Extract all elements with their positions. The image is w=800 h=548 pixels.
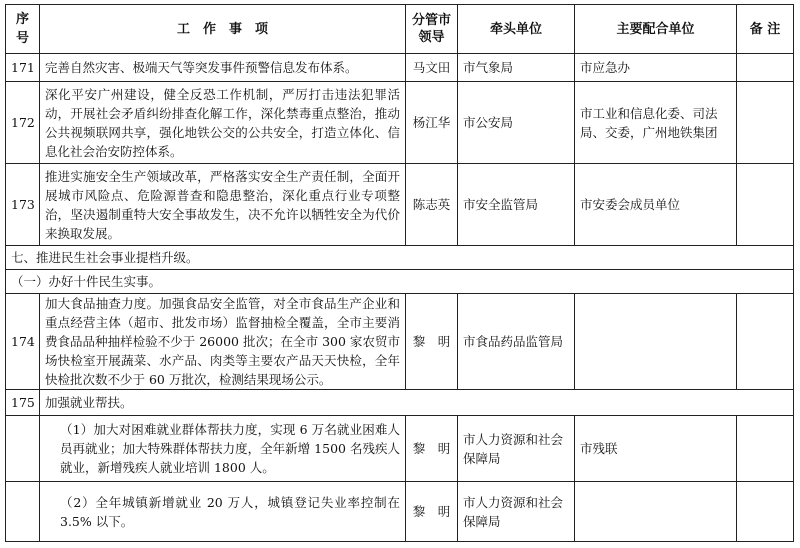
row-partners: 市残联 (575, 416, 737, 482)
header-leader: 分管市领导 (406, 5, 458, 54)
row-task: 完善自然灾害、极端天气等突发事件预警信息发布体系。 (40, 54, 406, 82)
row-remarks (737, 294, 794, 390)
subsection-heading: （一）办好十件民生实事。 (6, 270, 794, 294)
row-task: 推进实施安全生产领域改革，严格落实安全生产责任制，全面开展城市风险点、危险源普查和隐患整治，深化重点行业专项整治，坚决遏制重特大安全事故发生，决不允许以牺牲安全为代价来换取发展。 (40, 164, 406, 246)
row-num (6, 482, 40, 542)
row-lead-unit: 市公安局 (458, 82, 575, 164)
row-leader: 黎 明 (406, 294, 458, 390)
section-heading: 七、推进民生社会事业提档升级。 (6, 246, 794, 270)
row-leader: 黎 明 (406, 482, 458, 542)
row-leader: 马文田 (406, 54, 458, 82)
table-row (6, 164, 794, 246)
row-remarks (737, 54, 794, 82)
header-num: 序号 (6, 5, 40, 54)
row-partners: 市应急办 (575, 54, 737, 82)
header-partners: 主要配合单位 (575, 5, 737, 54)
work-tasks-table (5, 4, 794, 542)
header-remarks: 备 注 (737, 5, 794, 54)
row-task: 深化平安广州建设，健全反恐工作机制，严厉打击违法犯罪活动，开展社会矛盾纠纷排查化解工作，深化禁毒重点整治，推动公共视频联网共享，强化地铁公交的公共安全，打造立体化、信息化社会治安防控体系。 (40, 82, 406, 164)
header-lead-unit: 牵头单位 (458, 5, 575, 54)
row-partners: 市安委会成员单位 (575, 164, 737, 246)
row-leader: 黎 明 (406, 416, 458, 482)
section-heading-row (6, 246, 794, 270)
row-lead-unit: 市人力资源和社会保障局 (458, 416, 575, 482)
subsection-heading-row (6, 270, 794, 294)
row-num: 175 (6, 390, 40, 416)
row-task: 加强就业帮扶。 (40, 390, 794, 416)
row-lead-unit: 市气象局 (458, 54, 575, 82)
row-task: （2）全年城镇新增就业 20 万人，城镇登记失业率控制在 3.5% 以下。 (40, 482, 406, 542)
row-num: 172 (6, 82, 40, 164)
row-remarks (737, 82, 794, 164)
row-lead-unit: 市食品药品监管局 (458, 294, 575, 390)
table-row (6, 482, 794, 542)
row-partners (575, 294, 737, 390)
table-row (6, 390, 794, 416)
row-num (6, 416, 40, 482)
row-leader: 陈志英 (406, 164, 458, 246)
row-leader: 杨江华 (406, 82, 458, 164)
row-lead-unit: 市人力资源和社会保障局 (458, 482, 575, 542)
row-remarks (737, 482, 794, 542)
row-remarks (737, 164, 794, 246)
header-row (6, 5, 794, 54)
table-row (6, 54, 794, 82)
header-task: 工 作 事 项 (40, 5, 406, 54)
row-task: 加大食品抽查力度。加强食品安全监管，对全市食品生产企业和重点经营主体（超市、批发市场）监督抽检全覆盖，全市主要消费食品品种抽样检验不少于 26000 批次；在全市 300 家农贸市场快检室开展蔬菜、水产品、肉类等主要农产品天天快检，全年快检批次数不少于 60 万批次，检测结果现场公示。 (40, 294, 406, 390)
row-partners: 市工业和信息化委、司法局、交委，广州地铁集团 (575, 82, 737, 164)
row-task: （1）加大对困难就业群体帮扶力度，实现 6 万名就业困难人员再就业；加大特殊群体帮扶力度，全年新增 1500 名残疾人就业，新增残疾人就业培训 1800 人。 (40, 416, 406, 482)
row-num: 174 (6, 294, 40, 390)
table-row (6, 82, 794, 164)
row-num: 173 (6, 164, 40, 246)
row-remarks (737, 416, 794, 482)
table-row (6, 416, 794, 482)
row-lead-unit: 市安全监管局 (458, 164, 575, 246)
table-row (6, 294, 794, 390)
row-partners (575, 482, 737, 542)
row-num: 171 (6, 54, 40, 82)
